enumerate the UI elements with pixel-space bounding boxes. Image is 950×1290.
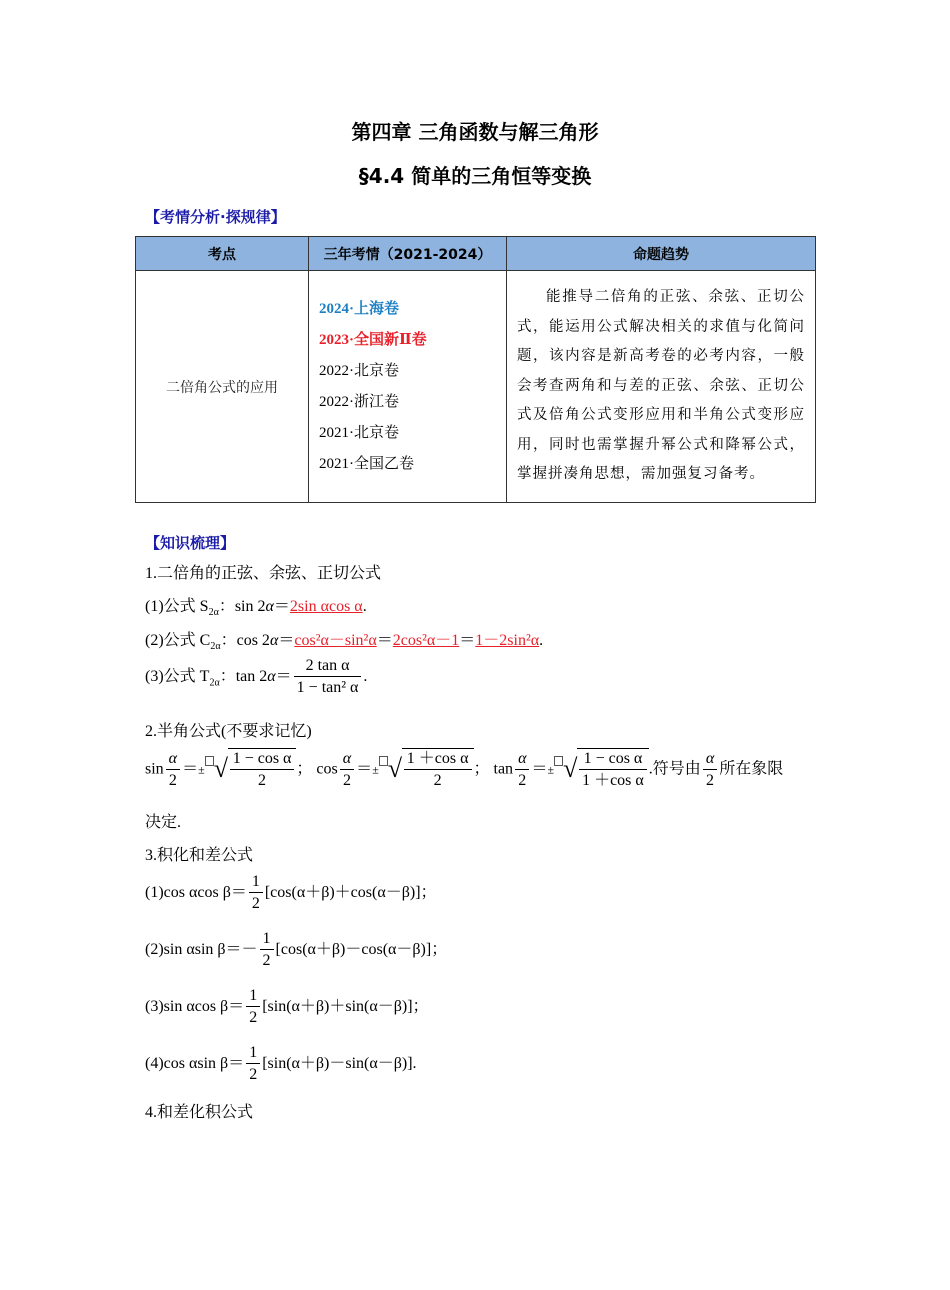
item3-title: 3.积化和差公式: [145, 847, 254, 864]
year-item: 2024·上海卷: [319, 300, 400, 317]
knowledge-heading: 【知识梳理】: [145, 534, 236, 552]
product-sum-4: (4)cos αsin β＝ $\frac{1}{2}$ [sin(α＋β)－sin(α－β)].: [145, 1044, 417, 1083]
table-row: [136, 271, 816, 503]
item2-title: 2.半角公式(不要求记忆): [145, 723, 312, 740]
section-title: §4.4 简单的三角恒等变换: [358, 164, 592, 188]
item1-title: 1.二倍角的正弦、余弦、正切公式: [145, 565, 382, 582]
formula-t2a: (3)公式 $T_{2\alpha}$：tan 2α＝ $\frac{\text{2 tan α}}{\text{1 − tan² α}}$ .: [145, 656, 367, 699]
half-angle-tail: 决定.: [145, 814, 182, 831]
col-trend-header: 命题趋势: [507, 237, 816, 271]
product-sum-2: (2)sin αsin β＝－ $\frac{1}{2}$ [cos(α＋β)－cos(α－β)]；: [145, 930, 448, 969]
analysis-table: [135, 236, 816, 503]
chapter-title: 第四章 三角函数与解三角形: [351, 120, 599, 144]
years-cell: [309, 271, 507, 503]
year-item: 2023·全国新Ⅱ卷: [319, 331, 427, 348]
year-item: 2022·北京卷: [319, 362, 399, 379]
year-item: 2022·浙江卷: [319, 393, 399, 410]
product-sum-3: (3)sin αcos β＝ $\frac{1}{2}$ [sin(α＋β)＋sin(α－β)]；: [145, 987, 429, 1026]
table-header-row: [136, 237, 816, 271]
col-years-header: 三年考情（2021-2024）: [309, 237, 507, 271]
year-item: 2021·全国乙卷: [319, 455, 414, 472]
answer-c2a-1: cos²α－sin²α: [294, 632, 377, 649]
trend-cell: 能推导二倍角的正弦、余弦、正切公式，能运用公式解决相关的求值与化简问题，该内容是新高考卷的必考内容，一般会考查两角和与差的正弦、余弦、正切公式及倍角公式变形应用和半角公式变形应用，同时也需掌握升幂公式和降幂公式，掌握拼凑角思想，需加强复习备考。: [507, 271, 816, 503]
col-topic-header: 考点: [136, 237, 309, 271]
year-item: 2021·北京卷: [319, 424, 399, 441]
half-angle-formulas: sin $\frac{\alpha}{2}$ ＝± √ $\frac{\text{1 − cos α}}{2}$ ； cos $\frac{\alpha}{2}$ ＝± √ $\frac{\text{1 ＋cos α}}{2}$ ； tan $\frac{\alpha}{2}$ ＝± √ $\frac{\text{1 − cos α}}{\text{1 ＋cos α}}$ .符号由 $\frac{\alpha}{2}$ 所在象限: [145, 748, 783, 792]
formula-c2a: (2)公式 $C_{2\alpha}$：cos 2α＝cos²α－sin²α＝2cos²α－1＝1－2sin²α.: [145, 632, 544, 653]
answer-s2a: 2sin αcos α: [289, 598, 363, 615]
tan-double-fraction: $\frac{\text{2 tan α}}{\text{1 − tan² α}}$: [294, 656, 362, 699]
answer-c2a-3: 1－2sin²α: [475, 632, 540, 649]
topic-cell: 二倍角公式的应用: [136, 271, 309, 503]
item4-title: 4.和差化积公式: [145, 1104, 254, 1121]
formula-s2a: (1)公式 $S_{2\alpha}$：sin 2α＝2sin αcos α.: [145, 598, 367, 619]
answer-c2a-2: 2cos²α－1: [392, 632, 460, 649]
product-sum-1: (1)cos αcos β＝ $\frac{1}{2}$ [cos(α＋β)＋cos(α－β)]；: [145, 873, 437, 912]
analysis-heading: 【考情分析·探规律】: [145, 208, 286, 226]
